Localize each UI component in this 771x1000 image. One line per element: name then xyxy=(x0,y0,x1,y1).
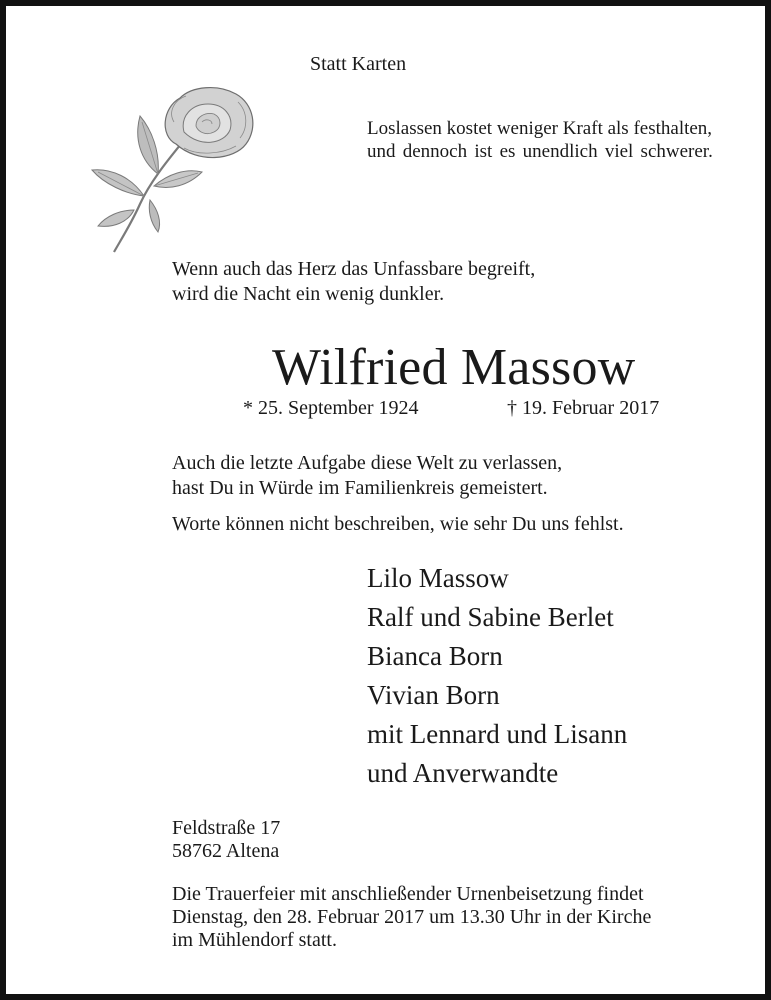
family-member: Vivian Born xyxy=(367,680,500,710)
family-member: Lilo Massow xyxy=(367,563,509,593)
quote-line: und dennoch ist es unendlich viel schwerer. xyxy=(367,141,713,162)
rose-icon xyxy=(88,82,263,254)
family-member: Ralf und Sabine Berlet xyxy=(367,602,614,632)
family-member: Bianca Born xyxy=(367,641,503,671)
quote-block xyxy=(367,117,713,163)
message-block xyxy=(172,451,562,501)
funeral-line: Die Trauerfeier mit anschließender Urnenbeisetzung findet xyxy=(172,883,644,905)
address-block xyxy=(172,817,280,863)
birth-date: * 25. September 1924 xyxy=(243,397,419,419)
message-closing: Worte können nicht beschreiben, wie sehr Du uns fehlst. xyxy=(172,513,624,535)
quote-line: Loslassen kostet weniger Kraft als festhalten, xyxy=(367,118,713,139)
funeral-notice xyxy=(172,883,651,952)
death-date: † 19. Februar 2017 xyxy=(507,397,660,419)
family-member: und Anverwandte xyxy=(367,758,559,788)
message-line: Auch die letzte Aufgabe diese Welt zu verlassen, xyxy=(172,452,563,474)
family-member: mit Lennard und Lisann xyxy=(367,719,628,749)
deceased-name: Wilfried Massow xyxy=(272,339,636,396)
poem-line: Wenn auch das Herz das Unfassbare begreift, xyxy=(172,258,536,280)
address-city: 58762 Altena xyxy=(172,840,280,862)
family-list xyxy=(367,559,627,793)
funeral-line: Dienstag, den 28. Februar 2017 um 13.30 Uhr in der Kirche xyxy=(172,906,652,928)
funeral-line: im Mühlendorf statt. xyxy=(172,929,337,951)
header-title: Statt Karten xyxy=(310,53,407,75)
address-street: Feldstraße 17 xyxy=(172,817,281,839)
message-line: hast Du in Würde im Familienkreis gemeistert. xyxy=(172,477,548,499)
poem-line: wird die Nacht ein wenig dunkler. xyxy=(172,283,445,305)
poem-block xyxy=(172,257,535,307)
